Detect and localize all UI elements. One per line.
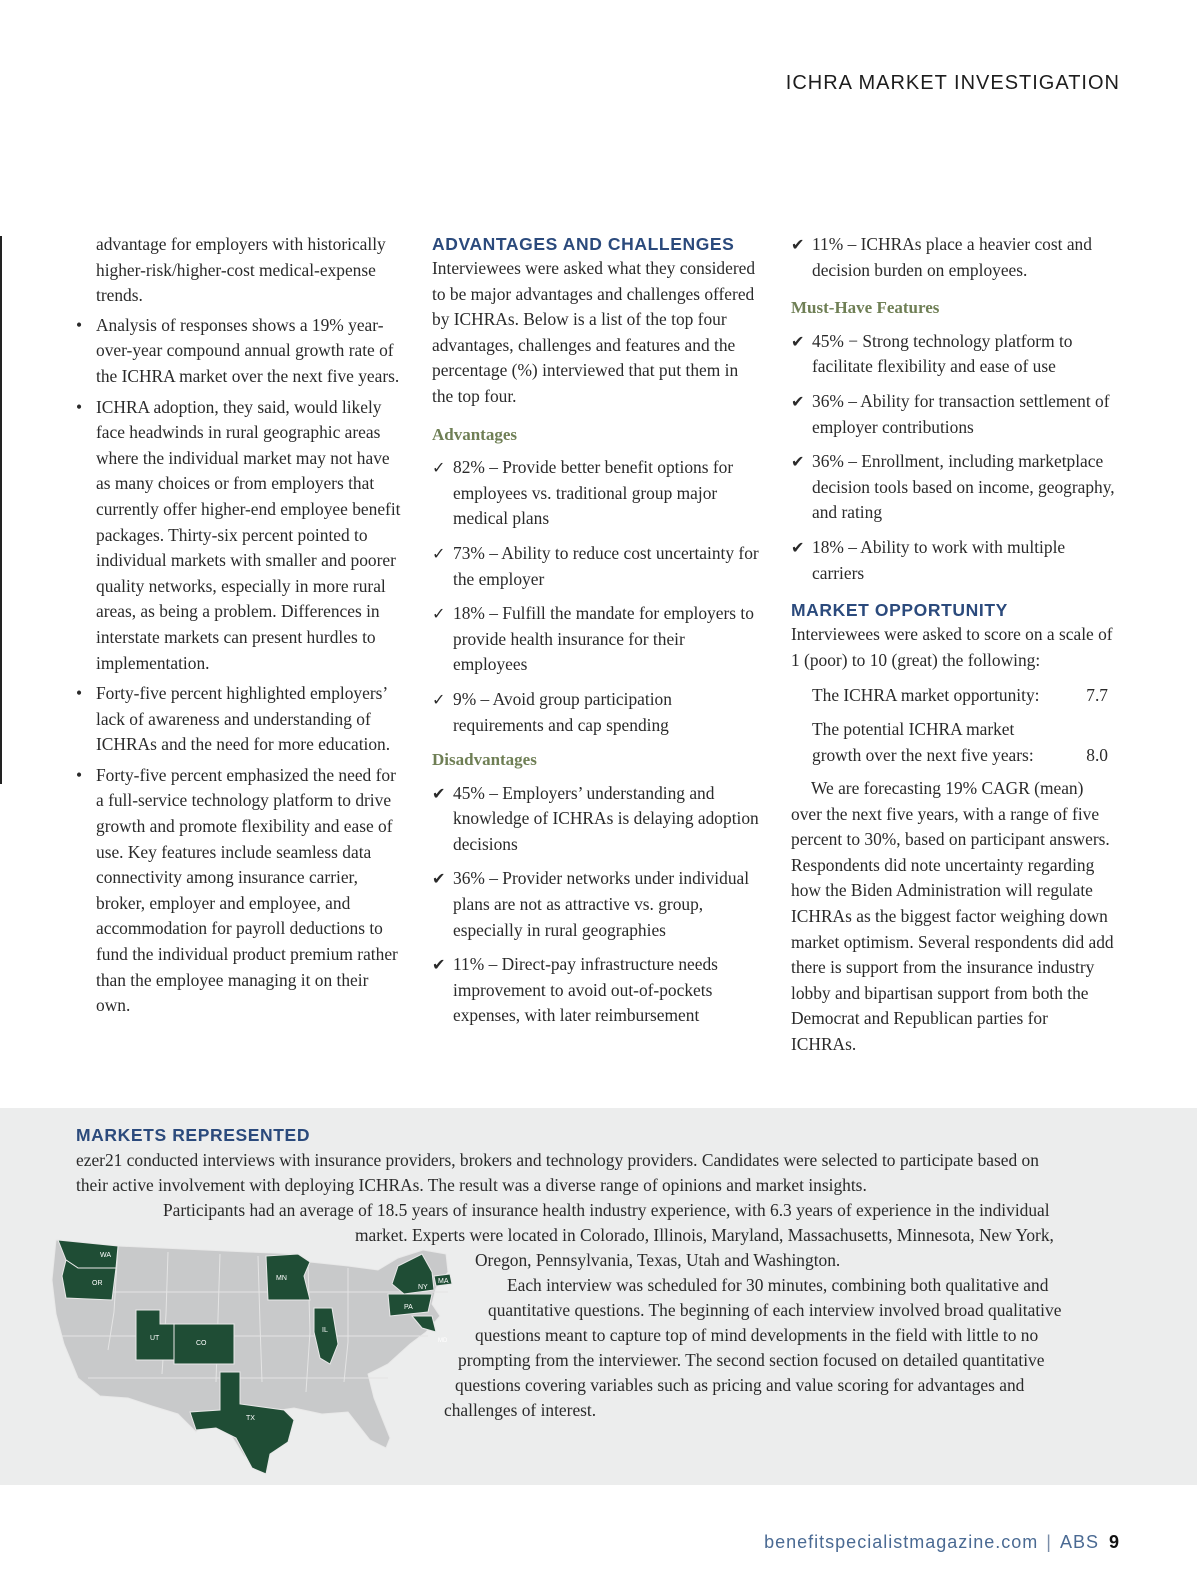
checkmark-icon: ✓ — [432, 689, 446, 709]
subheading-must-have-features: Must-Have Features — [791, 298, 940, 318]
section-heading-market-opportunity: MARKET OPPORTUNITY — [791, 600, 1008, 621]
list-item: • Analysis of responses shows a 19% year-over-year compound annual growth rate of the ICHRA market over the next five years. — [76, 314, 400, 386]
us-markets-map — [48, 1232, 468, 1482]
continued-paragraph: advantage for employers with historically higher-risk/higher-cost medical-expense trends. — [96, 234, 386, 306]
list-item: ✔ 36% – Enrollment, including marketplace decision tools based on income, geography, and rating — [791, 451, 1115, 523]
list-item: • ICHRA adoption, they said, would likely face headwinds in rural geographic areas where the individual market may not have as many choices or from employers that currently offer higher-end employee benefit packages. Thirty-six percent pointed to individual markets with smaller and poorer quality networks, especially in more rural areas, as being a problem. Differences in interstate markets can present hurdles to implementation. — [76, 396, 401, 673]
list-item: • Forty-five percent highlighted employers’ lack of awareness and understanding of ICHRAs and the need for more education. — [76, 683, 391, 755]
left-margin-rule — [0, 236, 2, 784]
section-intro: Interviewees were asked what they considered to be major advantages and challenges offered by ICHRAs. Below is a list of the top four advantages, challenges and features and the percentage (%) interviewed that put them in the top four. — [432, 258, 756, 406]
forecast-paragraph: We are forecasting 19% CAGR (mean) over the next five years, with a range of five percent to 30%, based on participant answers. Respondents did note uncertainty regarding how the Biden Administration will regulate ICHRAs as the biggest factor weighing down market optimism. Several respondents did add there is support from the insurance industry lobby and bipartisan support from both the Democrat and Republican parties for ICHRAs. — [791, 778, 1114, 1055]
map-label-wa: WA — [100, 1252, 112, 1259]
checkmark-icon: ✓ — [432, 458, 446, 478]
section-heading-markets-represented: MARKETS REPRESENTED — [76, 1125, 311, 1145]
list-item: ✔ 18% – Ability to work with multiple carriers — [791, 536, 1066, 583]
column-2 — [432, 232, 762, 1038]
map-label-mn: MN — [276, 1275, 287, 1282]
findings-list — [76, 313, 406, 1019]
list-item: • Forty-five percent emphasized the need for a full-service technology platform to drive growth and promote flexibility and ease of use. Key features include seamless data connectivity among insurance carrier, broker, employer and employee, and accommodation for payroll deductions to fund the individual product premium rather than the employee managing it on their own. — [76, 764, 398, 1016]
checkmark-icon: ✔ — [791, 235, 805, 254]
page-header-title: ICHRA MARKET INVESTIGATION — [785, 72, 1120, 94]
list-item: ✓ 18% – Fulfill the mandate for employers to provide health insurance for their employees — [432, 603, 754, 675]
map-label-or: OR — [92, 1280, 103, 1287]
list-item: ✔ 36% – Ability for transaction settlement of employer contributions — [791, 390, 1110, 437]
column-3 — [791, 232, 1116, 1058]
markets-text-line: challenges of interest. — [444, 1400, 597, 1420]
list-item: ✔ 45% − Strong technology platform to facilitate flexibility and ease of use — [791, 330, 1073, 377]
score-row-market-opportunity: The ICHRA market opportunity: 7.7 — [812, 685, 1108, 706]
features-list — [791, 329, 1116, 586]
markets-text-line: prompting from the interviewer. The second section focused on detailed quantitative — [458, 1350, 1045, 1370]
markets-text-line: Participants had an average of 18.5 years of insurance health industry experience, with 6.3 years of experience in the individual — [163, 1200, 1050, 1220]
map-label-il: IL — [322, 1327, 328, 1334]
subheading-advantages: Advantages — [432, 424, 518, 444]
checkmark-icon: ✓ — [432, 543, 446, 563]
map-label-tx: TX — [246, 1415, 255, 1422]
checkmark-icon: ✔ — [432, 783, 446, 803]
checkmark-icon: ✔ — [432, 869, 446, 889]
markets-text-line: questions meant to capture top of mind developments in the field with little to no — [475, 1325, 1039, 1345]
footer-separator: | — [1046, 1532, 1052, 1552]
map-label-ut: UT — [150, 1335, 160, 1342]
markets-text-line: Each interview was scheduled for 30 minutes, combining both qualitative and — [507, 1275, 1049, 1295]
list-item: ✔ 45% – Employers’ understanding and knowledge of ICHRAs is delaying adoption decisions — [432, 782, 759, 854]
list-item: ✔ 36% – Provider networks under individual plans are not as attractive vs. group, especially in rural geographies — [432, 868, 750, 940]
map-label-ny: NY — [418, 1284, 428, 1291]
list-item: ✓ 82% – Provide better benefit options for employees vs. traditional group major medical plans — [432, 457, 734, 529]
footer-magazine: ABS — [1059, 1532, 1099, 1552]
column-1 — [76, 232, 406, 1024]
map-label-md: MD — [438, 1338, 448, 1344]
markets-text-line: Oregon, Pennsylvania, Texas, Utah and Washington. — [475, 1250, 841, 1270]
markets-text-line: quantitative questions. The beginning of each interview involved broad qualitative — [488, 1300, 1062, 1320]
list-item: ✓ 9% – Avoid group participation requirements and cap spending — [432, 688, 672, 735]
disadvantages-list-continued — [791, 232, 1116, 283]
map-label-co: CO — [196, 1340, 207, 1347]
markets-text-line: questions covering variables such as pricing and value scoring for advantages and — [455, 1375, 1025, 1395]
list-item: ✔ 11% – Direct-pay infrastructure needs improvement to avoid out-of-pockets expenses, with later reimbursement — [432, 954, 718, 1026]
checkmark-icon: ✔ — [791, 537, 805, 557]
disadvantages-list — [432, 781, 762, 1029]
list-item: ✓ 73% – Ability to reduce cost uncertainty for the employer — [432, 542, 759, 589]
markets-text-line: market. Experts were located in Colorado, Illinois, Maryland, Massachusetts, Minnesota, New York, — [355, 1225, 1054, 1245]
advantages-list — [432, 455, 762, 738]
checkmark-icon: ✔ — [791, 391, 805, 411]
opportunity-intro: Interviewees were asked to score on a scale of 1 (poor) to 10 (great) the following: — [791, 624, 1113, 670]
page-number: 9 — [1108, 1532, 1120, 1552]
map-label-ma: MA — [438, 1278, 449, 1285]
state-mn — [266, 1254, 310, 1300]
checkmark-icon: ✔ — [791, 331, 805, 351]
list-item: ✔ 11% – ICHRAs place a heavier cost and decision burden on employees. — [791, 234, 1092, 280]
checkmark-icon: ✔ — [791, 452, 805, 472]
markets-text-line: their active involvement with deploying ICHRAs. The result was a diverse range of opinions and market insights. — [76, 1175, 867, 1195]
footer-site: benefitspecialistmagazine.com — [764, 1532, 1039, 1552]
checkmark-icon: ✓ — [432, 604, 446, 624]
score-row-market-growth: The potential ICHRA market growth over the next five years: 8.0 — [812, 718, 1108, 765]
checkmark-icon: ✔ — [432, 955, 446, 975]
page-footer — [764, 1532, 1120, 1553]
markets-text-line: ezer21 conducted interviews with insurance providers, brokers and technology providers. Candidates were selected to participate based on — [76, 1150, 1039, 1170]
subheading-disadvantages: Disadvantages — [432, 750, 537, 770]
map-label-pa: PA — [404, 1304, 413, 1311]
section-heading-advantages-challenges: ADVANTAGES AND CHALLENGES — [432, 234, 735, 254]
